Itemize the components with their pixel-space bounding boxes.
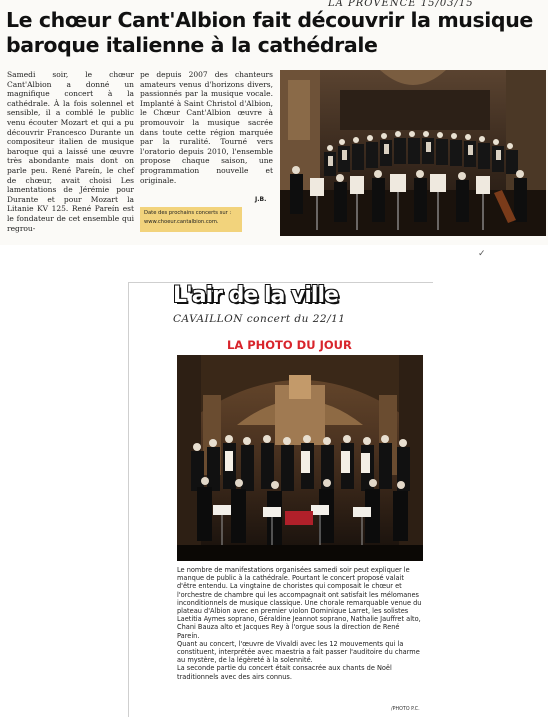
concert-info-url: www.choeur.cantalbion.com. — [144, 219, 219, 225]
handwritten-concert-note: CAVAILLON concert du 22/11 — [173, 313, 346, 325]
clipping-la-provence — [0, 0, 548, 245]
concert-info-box — [140, 207, 242, 232]
article-column-1: Samedi soir, le chœur Cant'Albion a donné un magnifique concert à la cathédrale. À la fois solennel et sensible, il a comblé le public venu écouter Mozart et qui a pu découvrir Francesco Durante un compositeur italien de musique baroque qui a laissé une œuvre très abondante mais dont on parle peu. René Pareín, le chef de chœur, avait choisi Les lamentations de Jérémie pour Durante et pour Mozart la Litanie KV 125. René Pareín est le fondateur de cet ensemble qui regrou- — [7, 70, 134, 233]
check-mark: ✓ — [478, 249, 486, 259]
concert-info-label: Date des prochains concerts sur : — [144, 210, 232, 216]
article-body — [177, 566, 423, 681]
article-column-2: pe depuis 2007 des chanteurs amateurs venus d'horizons divers, passionnés par la musique vocale. Implanté à Saint Christol d'Albion, le Chœur Cant'Albion œuvre à promouvoir la musique sacrée dans toute cette région marquée par la ruralité. Tourné vers l'oratorio depuis 2010, l'ensemble propose chaque saison, une programmation nouvelle et originale. — [140, 70, 273, 185]
section-title: L'air de la ville — [173, 283, 338, 308]
photo-of-the-day-label: LA PHOTO DU JOUR — [227, 338, 352, 352]
article-paragraph: Quant au concert, l'œuvre de Vivaldi avec les 12 mouvements qui la constituent, interprétée avec maestria a fait passer l'auditoire du charme au mystère, de la légèreté à la solennité. — [177, 639, 420, 665]
author-signature: J.B. — [255, 196, 267, 203]
concert-photo-choir — [177, 355, 423, 561]
concert-photo-cathedral — [280, 70, 546, 236]
handwritten-date-note: LA PROVENCE 15/03/15 — [328, 0, 474, 9]
article-paragraph: La seconde partie du concert était consacrée aux chants de Noël traditionnels avec des airs connus. — [177, 664, 392, 681]
clipping-air-de-la-ville — [128, 282, 433, 717]
article-paragraph: Le nombre de manifestations organisées samedi soir peut expliquer le manque de public à la cathédrale. Pourtant le concert proposé valait d'être entendu. La vingtaine de choristes qui composait le chœur et l'orchestre de chambre qui les accompagnait ont satisfait les mélomanes inconditionnels de musique classique. Une chorale remarquable venue du plateau d'Albion avec en premier violon Dominique Larret, les solistes Laetitia Aymes soprano, Géraldine Jeannot soprano, Nathalie Jauffret alto, Chani Bauza alto et Jacques Rey à l'orgue sous la direction de René Pareín. — [177, 566, 422, 640]
photo-credit: /PHOTO P.C. — [391, 707, 420, 712]
article-headline: Le chœur Cant'Albion fait découvrir la musique baroque italienne à la cathédrale — [6, 8, 533, 57]
